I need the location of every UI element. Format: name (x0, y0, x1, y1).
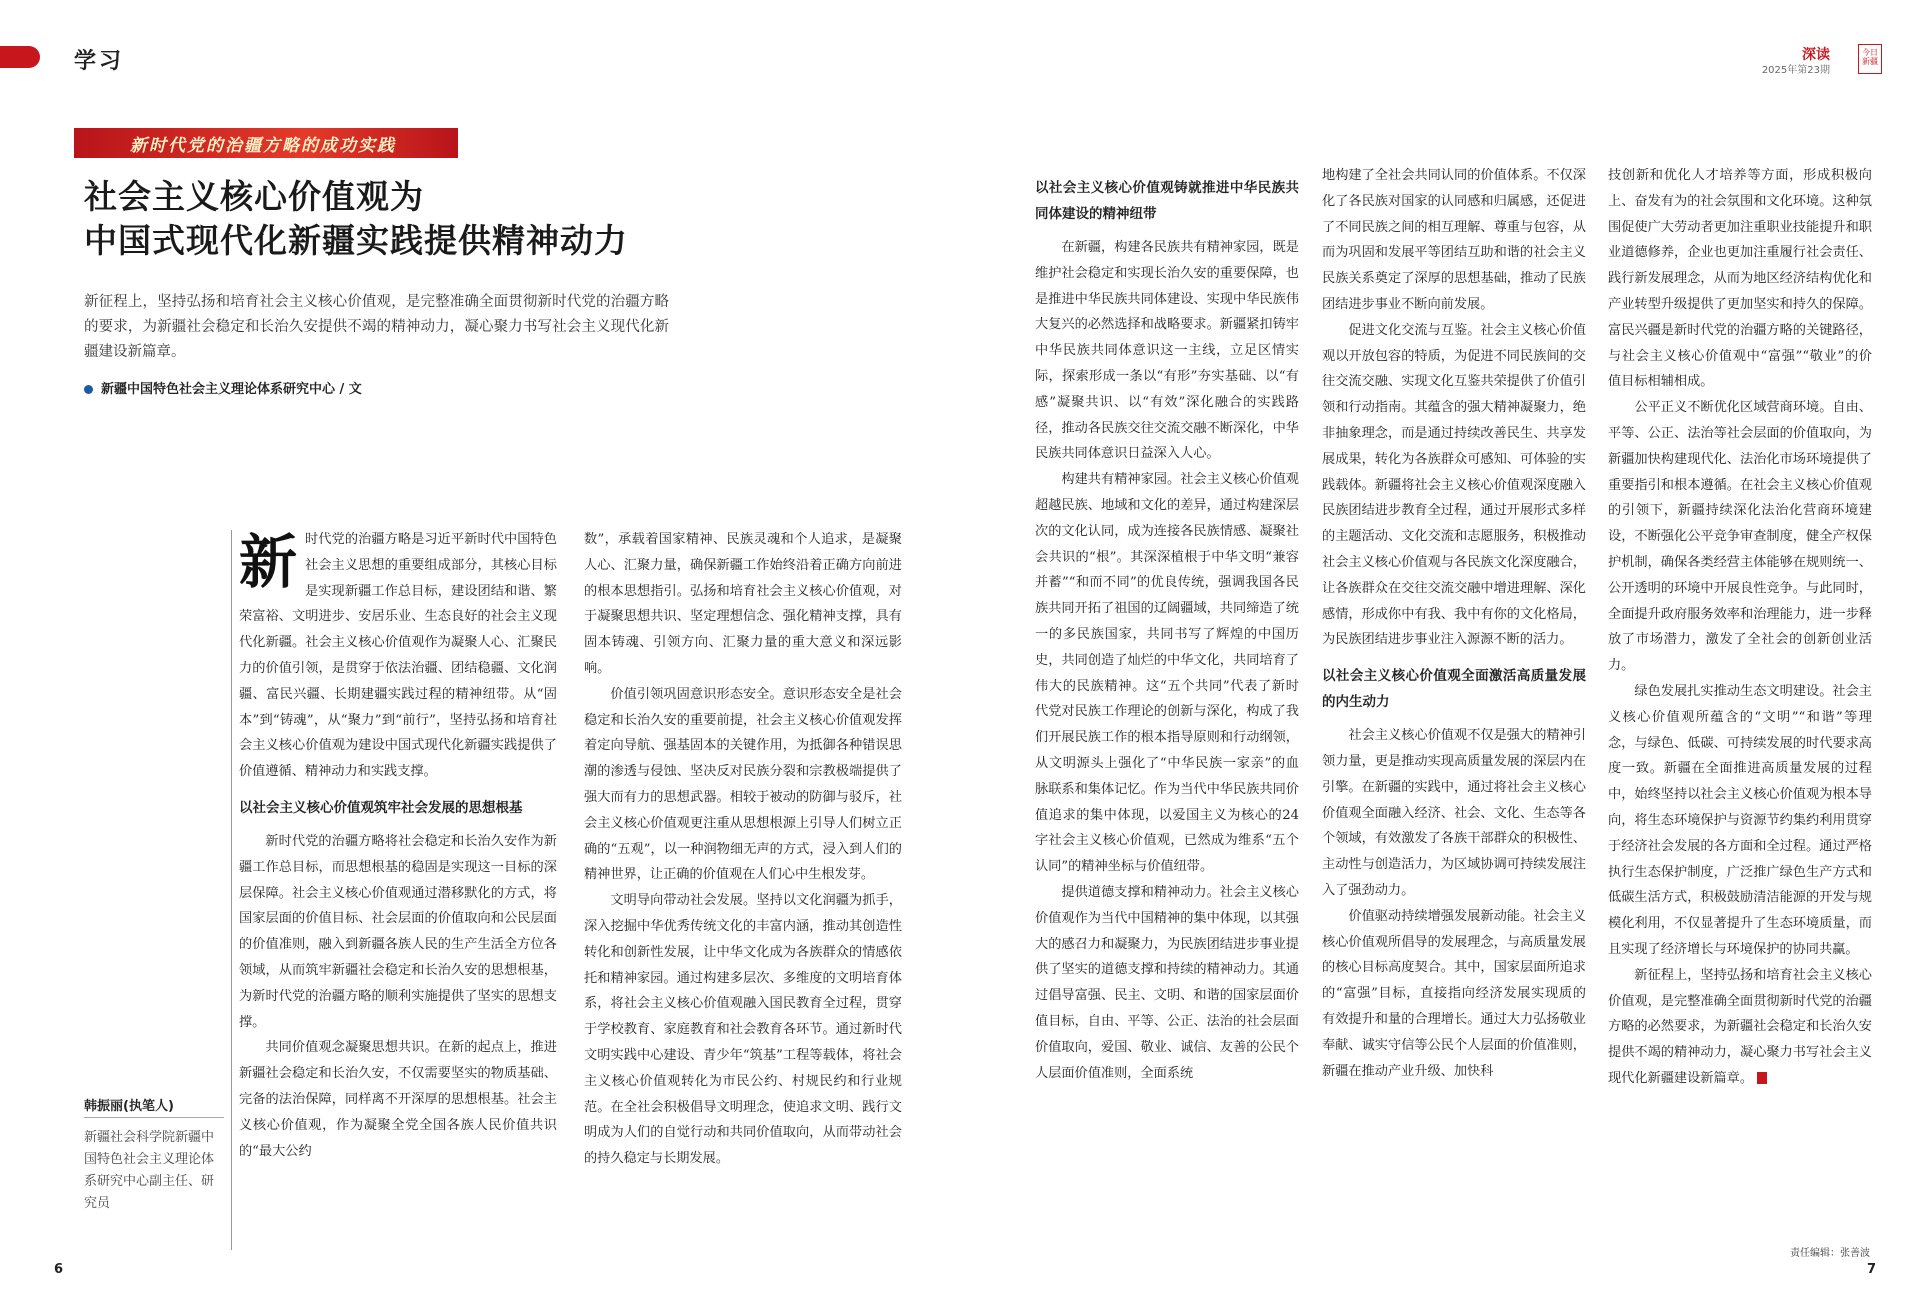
article-title (84, 175, 628, 263)
body-column-2 (584, 527, 902, 1172)
body-paragraph: 时代党的治疆方略是习近平新时代中国特色社会主义思想的重要组成部分，其核心目标是实现新疆工作总目标，建设团结和谐、繁荣富裕、文明进步、安居乐业、生态良好的社会主义现代化新疆。社会主义核心价值观作为凝聚人心、汇聚民力的价值引领，是贯穿于依法治疆、团结稳疆、文化润疆、富民兴疆、长期建疆实践过程的精神纽带。从“固本”到“铸魂”，从“聚力”到“前行”，坚持弘扬和培育社会主义核心价值观为建设中国式现代化新疆实践提供了价值遵循、精神动力和实践支撑。 (239, 532, 557, 780)
bullet-icon (84, 385, 93, 394)
body-paragraph: 技创新和优化人才培养等方面，形成积极向上、奋发有为的社会氛围和文化环境。这种氛围促使广大劳动者更加注重职业技能提升和职业道德修养，企业也更加注重履行社会责任、践行新发展理念，从而为地区经济结构优化和产业转型升级提供了更加坚实和持久的保障。富民兴疆是新时代党的治疆方略的关键路径，与社会主义核心价值观中“富强”“敬业”的价值目标相辅相成。 (1608, 168, 1872, 390)
title-line-1: 社会主义核心价值观为 (84, 177, 424, 216)
title-line-2: 中国式现代化新疆实践提供精神动力 (84, 221, 628, 260)
body-paragraph: 地构建了全社会共同认同的价值体系。不仅深化了各民族对国家的认同感和归属感，还促进了不同民族之间的相互理解、尊重与包容，从而为巩固和发展平等团结互助和谐的社会主义民族关系奠定了深厚的思想基础，推动了民族团结进步事业不断向前发展。 (1322, 168, 1586, 312)
byline (84, 378, 362, 397)
author-divider (84, 1117, 224, 1118)
end-mark-icon (1757, 1072, 1767, 1084)
section-subheading: 以社会主义核心价值观全面激活高质量发展的内生动力 (1322, 668, 1586, 711)
issue-label: 2025年第23期 (1761, 65, 1830, 76)
page-number-left: 6 (54, 1262, 64, 1277)
body-paragraph: 新时代党的治疆方略将社会稳定和长治久安作为新疆工作总目标，而思想根基的稳固是实现这一目标的深层保障。社会主义核心价值观通过潜移默化的方式，将国家层面的价值目标、社会层面的价值取向和公民层面的价值准则，融入到新疆各族人民的生产生活全方位各领域，从而筑牢新疆社会稳定和长治久安的思想根基，为新时代党的治疆方略的顺利实施提供了坚实的思想支撑。 (239, 833, 557, 1030)
column-divider (231, 530, 232, 1250)
section-tab-marker (0, 46, 40, 68)
brand-name: 深读 (1802, 47, 1830, 63)
body-column-1 (239, 527, 557, 1164)
body-paragraph: 价值引领巩固意识形态安全。意识形态安全是社会稳定和长治久安的重要前提，社会主义核心价值观发挥着定向导航、强基固本的关键作用，为抵御各种错误思潮的渗透与侵蚀、坚决反对民族分裂和宗教极端提供了强大而有力的思想武器。相较于被动的防御与驳斥，社会主义核心价值观更注重从思想根源上引导人们树立正确的“五观”，以一种润物细无声的方式，浸入到人们的精神世界，让正确的价值观在人们心中生根发芽。 (584, 686, 902, 883)
body-paragraph: 新征程上，坚持弘扬和培育社会主义核心价值观，是完整准确全面贯彻新时代党的治疆方略的必然要求，为新疆社会稳定和长治久安提供不竭的精神动力，凝心聚力书写社会主义现代化新疆建设新篇章。 (1608, 967, 1872, 1086)
body-paragraph: 共同价值观念凝聚思想共识。在新的起点上，推进新疆社会稳定和长治久安，不仅需要坚实的物质基础、完备的法治保障，同样离不开深厚的思想根基。社会主义核心价值观，作为凝聚全党全国各族人民价值共识的“最大公约 (239, 1040, 557, 1159)
body-paragraph: 绿色发展扎实推动生态文明建设。社会主义核心价值观所蕴含的“文明”“和谐”等理念，与绿色、低碳、可持续发展的时代要求高度一致。新疆在全面推进高质量发展的过程中，始终坚持以社会主义核心价值观为根本导向，将生态环境保护与资源节约集约利用贯穿于经济社会发展的各方面和全过程。通过严格执行生态保护制度，广泛推广绿色生产方式和低碳生活方式，积极鼓励清洁能源的开发与规模化利用，不仅显著提升了生态环境质量，而且实现了经济增长与环境保护的协同共赢。 (1608, 683, 1872, 957)
body-column-4 (1322, 163, 1586, 1084)
series-banner (74, 128, 458, 158)
banner-text: 新时代党的治疆方略的成功实践 (130, 136, 396, 156)
author-name: 韩振丽(执笔人) (84, 1099, 174, 1114)
magazine-brand (1712, 44, 1882, 74)
section-subheading: 以社会主义核心价值观筑牢社会发展的思想根基 (239, 799, 523, 816)
page-number-right: 7 (1866, 1262, 1876, 1277)
byline-text: 新疆中国特色社会主义理论体系研究中心 / 文 (101, 382, 362, 397)
body-paragraph: 社会主义核心价值观不仅是强大的精神引领力量，更是推动实现高质量发展的深层内在引擎。在新疆的实践中，通过将社会主义核心价值观全面融入经济、社会、文化、生态等各个领域，有效激发了各族干部群众的积极性、主动性与创造活力，为区域协调可持续发展注入了强劲动力。 (1322, 728, 1586, 898)
body-paragraph: 在新疆，构建各民族共有精神家园，既是维护社会稳定和实现长治久安的重要保障，也是推进中华民族共同体建设、实现中华民族伟大复兴的必然选择和战略要求。新疆紧扣铸牢中华民族共同体意识这一主线，立足区情实际，探索形成一条以“有形”夯实基础、以“有感”凝聚共识、以“有效”深化融合的实践路径，推动各民族交往交流交融不断深化，中华民族共同体意识日益深入人心。 (1035, 240, 1299, 462)
author-description: 新疆社会科学院新疆中国特色社会主义理论体系研究中心副主任、研究员 (84, 1130, 215, 1211)
body-column-3 (1035, 175, 1299, 1086)
body-paragraph: 价值驱动持续增强发展新动能。社会主义核心价值观所倡导的发展理念，与高质量发展的核心目标高度契合。其中，国家层面所追求的“富强”目标，直接指向经济发展实现质的有效提升和量的合理增长。通过大力弘扬敬业奉献、诚实守信等公民个人层面的价值准则，新疆在推动产业升级、加快科 (1322, 908, 1586, 1079)
body-column-5 (1608, 163, 1872, 1092)
brand-logo: 今日 新疆 (1858, 44, 1882, 74)
body-paragraph: 构建共有精神家园。社会主义核心价值观超越民族、地域和文化的差异，通过构建深层次的文化认同，成为连接各民族情感、凝聚社会共识的“根”。其深深植根于中华文明“兼容并蓄”“和而不同”的优良传统，强调我国各民族共同开拓了祖国的辽阔疆域，共同缔造了统一的多民族国家，共同书写了辉煌的中国历史，共同创造了灿烂的中华文化，共同培育了伟大的民族精神。这“五个共同”代表了新时代党对民族工作理论的创新与深化，构成了我们开展民族工作的根本指导原则和行动纲领，从文明源头上强化了“中华民族一家亲”的血脉联系和集体记忆。作为当代中华民族共同价值追求的集中体现，以爱国主义为核心的24字社会主义核心价值观，已然成为维系“五个认同”的精神坐标与价值纽带。 (1035, 472, 1299, 875)
section-subheading: 以社会主义核心价值观铸就推进中华民族共同体建设的精神纽带 (1035, 180, 1299, 222)
drop-cap: 新 (239, 528, 298, 596)
body-paragraph: 促进文化交流与互鉴。社会主义核心价值观以开放包容的特质，为促进不同民族间的交往交流交融、实现文化互鉴共荣提供了价值引领和行动指南。其蕴含的强大精神凝聚力，绝非抽象理念，而是通过持续改善民生、共享发展成果，转化为各族群众可感知、可体验的实践载体。新疆将社会主义核心价值观深度融入民族团结进步教育全过程，通过开展形式多样的主题活动、文化交流和志愿服务，积极推动社会主义核心价值观与各民族文化深度融合，让各族群众在交往交流交融中增进理解、深化感情，形成你中有我、我中有你的文化格局，为民族团结进步事业注入源源不断的活力。 (1322, 322, 1586, 648)
body-paragraph: 提供道德支撑和精神动力。社会主义核心价值观作为当代中国精神的集中体现，以其强大的感召力和凝聚力，为民族团结进步事业提供了坚实的道德支撑和持续的精神动力。其通过倡导富强、民主、文明、和谐的国家层面价值目标，自由、平等、公正、法治的社会层面价值取向，爱国、敬业、诚信、友善的公民个人层面价值准则，全面系统 (1035, 884, 1299, 1081)
body-paragraph: 数”，承载着国家精神、民族灵魂和个人追求，是凝聚人心、汇聚力量，确保新疆工作始终沿着正确方向前进的根本思想指引。弘扬和培育社会主义核心价值观，对于凝聚思想共识、坚定理想信念、强化精神支撑，具有固本铸魂、引领方向、汇聚力量的重大意义和深远影响。 (584, 532, 902, 676)
body-paragraph: 文明导向带动社会发展。坚持以文化润疆为抓手，深入挖掘中华优秀传统文化的丰富内涵，推动其创造性转化和创新性发展，让中华文化成为各族群众的情感依托和精神家园。通过构建多层次、多维度的文明培育体系，将社会主义核心价值观融入国民教育全过程，贯穿于学校教育、家庭教育和社会教育各环节。通过新时代文明实践中心建设、青少年“筑基”工程等载体，将社会主义核心价值观转化为市民公约、村规民约和行业规范。在全社会积极倡导文明理念，使追求文明、践行文明成为人们的自觉行动和共同价值取向，从而带动社会的持久稳定与长期发展。 (584, 893, 902, 1167)
editor-credit: 责任编辑：张善波 (1790, 1248, 1870, 1259)
body-paragraph: 公平正义不断优化区域营商环境。自由、平等、公正、法治等社会层面的价值取向，为新疆加快构建现代化、法治化市场环境提供了重要指引和根本遵循。在社会主义核心价值观的引领下，新疆持续深化法治化营商环境建设，不断强化公平竞争审查制度，健全产权保护机制，确保各类经营主体能够在规则统一、公开透明的环境中开展良性竞争。与此同时，全面提升政府服务效率和治理能力，进一步释放了市场潜力，激发了全社会的创新创业活力。 (1608, 400, 1872, 674)
article-lead: 新征程上，坚持弘扬和培育社会主义核心价值观，是完整准确全面贯彻新时代党的治疆方略的要求，为新疆社会稳定和长治久安提供不竭的精神动力，凝心聚力书写社会主义现代化新疆建设新篇章。 (84, 294, 669, 360)
section-name: 学习 (74, 49, 125, 74)
